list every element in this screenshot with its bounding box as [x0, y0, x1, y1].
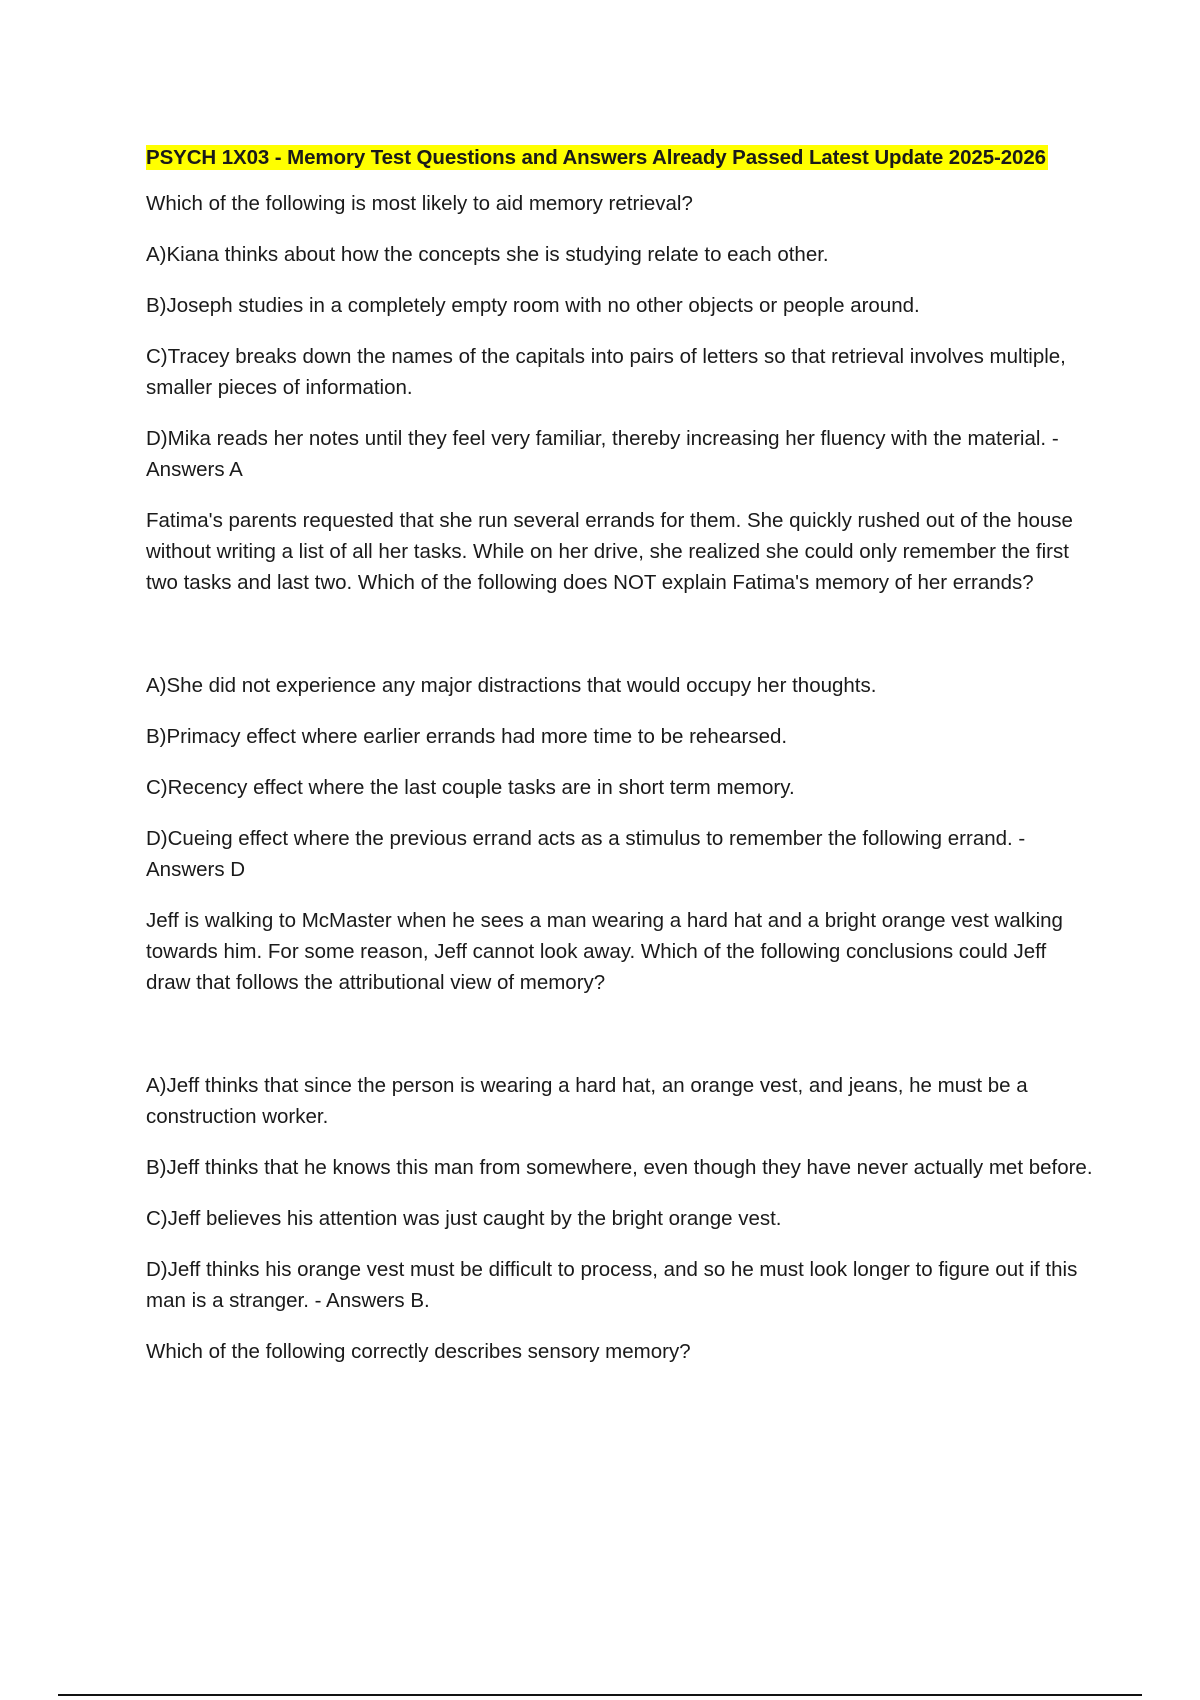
q3-option-c: C)Jeff believes his attention was just caught by the bright orange vest.	[146, 1207, 782, 1230]
q2-option-a: A)She did not experience any major distractions that would occupy her thoughts.	[146, 674, 877, 697]
q2-option-c: C)Recency effect where the last couple tasks are in short term memory.	[146, 776, 795, 799]
spacer	[146, 1018, 1096, 1070]
q3-option-d: D)Jeff thinks his orange vest must be difficult to process, and so he must look longer to figure out if this man is a stranger. - Answers B.	[146, 1258, 1078, 1312]
q3-option-a: A)Jeff thinks that since the person is wearing a hard hat, an orange vest, and jeans, he must be a construction worker.	[146, 1074, 1028, 1128]
q1-option-a: A)Kiana thinks about how the concepts she is studying relate to each other.	[146, 243, 829, 266]
question-1: Which of the following is most likely to aid memory retrieval?	[146, 192, 693, 215]
q2-option-b: B)Primacy effect where earlier errands had more time to be rehearsed.	[146, 725, 788, 748]
spacer	[146, 618, 1096, 670]
q3-option-b: B)Jeff thinks that he knows this man from somewhere, even though they have never actually met before.	[146, 1156, 1093, 1179]
document-page	[146, 142, 1096, 1387]
document-title: PSYCH 1X03 - Memory Test Questions and Answers Already Passed Latest Update 2025-2026	[146, 146, 1046, 169]
q1-option-c: C)Tracey breaks down the names of the capitals into pairs of letters so that retrieval involves multiple, smaller pieces of information.	[146, 345, 1066, 399]
q1-option-b: B)Joseph studies in a completely empty room with no other objects or people around.	[146, 294, 920, 317]
title-line	[146, 142, 1096, 176]
question-4: Which of the following correctly describes sensory memory?	[146, 1340, 691, 1363]
q1-option-d: D)Mika reads her notes until they feel very familiar, thereby increasing her fluency with the material. - Answers A	[146, 427, 1059, 481]
q2-option-d: D)Cueing effect where the previous errand acts as a stimulus to remember the following errand. - Answers D	[146, 827, 1026, 881]
footer-divider	[58, 1694, 1142, 1696]
question-3: Jeff is walking to McMaster when he sees a man wearing a hard hat and a bright orange vest walking towards him. For some reason, Jeff cannot look away. Which of the following conclusions could Jeff draw that follows the attributional view of memory?	[146, 909, 1063, 994]
question-2: Fatima's parents requested that she run several errands for them. She quickly rushed out of the house without writing a list of all her tasks. While on her drive, she realized she could only remember the first two tasks and last two. Which of the following does NOT explain Fatima's memory of her errands?	[146, 509, 1073, 594]
